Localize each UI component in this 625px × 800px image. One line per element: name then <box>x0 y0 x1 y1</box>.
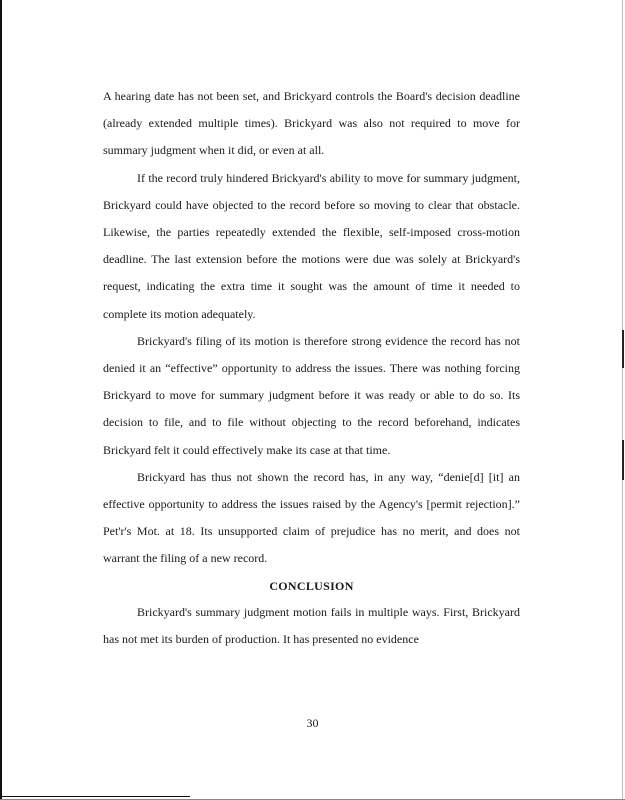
paragraph-4: Brickyard has thus not shown the record has, in any way, “denie[d] [it] an effective opportunity to address the issues raised by the Agency's [permit rejection].” Pet'r's Mot. at 18. Its unsupported claim of prejudice has no merit, and does not warrant the filing of a new record. <box>103 469 520 566</box>
footer-rule <box>0 796 190 797</box>
scan-edge-left <box>0 0 2 800</box>
paragraph-5: Brickyard's summary judgment motion fails in multiple ways. First, Brickyard has not met its burden of production. It has presented no evidence <box>103 604 520 646</box>
page-number: 30 <box>306 716 319 730</box>
scan-edge-mark <box>622 330 624 368</box>
scan-edge-mark <box>622 440 624 480</box>
scan-edge-right <box>622 0 623 800</box>
document-body <box>103 83 520 653</box>
paragraph-1: A hearing date has not been set, and Brickyard controls the Board's decision deadline (already extended multiple times). Brickyard was also not required to move for summary judgment when it did, or even at all. <box>103 89 520 158</box>
section-heading: CONCLUSION <box>269 578 354 593</box>
paragraph-3: Brickyard's filing of its motion is therefore strong evidence the record has not denied it an “effective” opportunity to address the issues. There was nothing forcing Brickyard to move for summary judgment before it was ready or able to do so. Its decision to file, and to file without objecting to the record beforehand, indicates Brickyard felt it could effectively make its case at that time. <box>103 333 520 457</box>
paragraph-2: If the record truly hindered Brickyard's ability to move for summary judgment, Brickyard could have objected to the record before so moving to clear that obstacle. Likewise, the parties repeatedly extended the flexible, self-imposed cross-motion deadline. The last extension before the motions were due was solely at Brickyard's request, indicating the extra time it sought was the amount of time it needed to complete its motion adequately. <box>103 170 520 321</box>
